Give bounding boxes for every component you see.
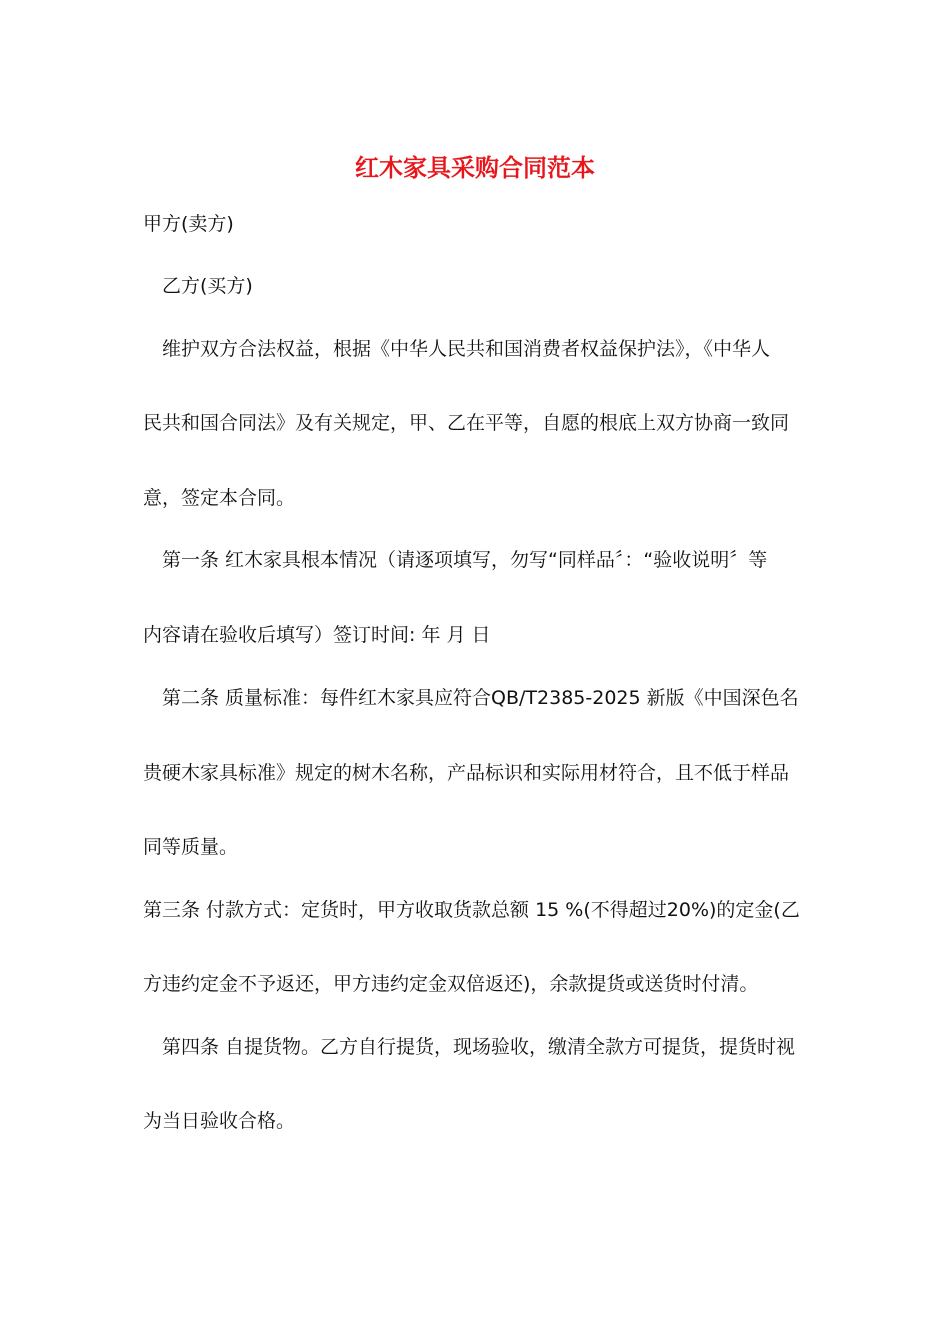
article-2-line-3: 同等质量。	[143, 836, 239, 858]
article-1-line-2: 内容请在验收后填写）签订时间: 年 月 日	[143, 624, 491, 646]
document-title: 红木家具采购合同范本	[355, 153, 595, 182]
article-2-line-1: 第二条 质量标准：每件红木家具应符合QB/T2385-2025 新版《中国深色名	[162, 687, 799, 709]
party-b-line: 乙方(买方)	[162, 275, 253, 297]
preamble-line-3: 意，签定本合同。	[143, 487, 296, 509]
article-1-line-1: 第一条 红木家具根本情况（请逐项填写，勿写“同样品〞：“验收说明〞等	[162, 549, 768, 571]
party-a-line: 甲方(卖方)	[143, 213, 234, 235]
article-3-line-2: 方违约定金不予返还，甲方违约定金双倍返还)，余款提货或送货时付清。	[143, 973, 759, 995]
article-3-line-1: 第三条 付款方式：定货时，甲方收取货款总额 15 %(不得超过20%)的定金(乙	[143, 899, 800, 921]
preamble-line-1: 维护双方合法权益，根据《中华人民共和国消费者权益保护法》，《中华人	[162, 338, 771, 360]
article-4-line-2: 为当日验收合格。	[143, 1110, 296, 1132]
preamble-line-2: 民共和国合同法》及有关规定，甲、乙在平等，自愿的根底上双方协商一致同	[143, 412, 790, 434]
article-2-line-2: 贵硬木家具标准》规定的树木名称，产品标识和实际用材符合，且不低于样品	[143, 762, 790, 784]
article-4-line-1: 第四条 自提货物。乙方自行提货，现场验收，缴清全款方可提货，提货时视	[162, 1036, 796, 1058]
